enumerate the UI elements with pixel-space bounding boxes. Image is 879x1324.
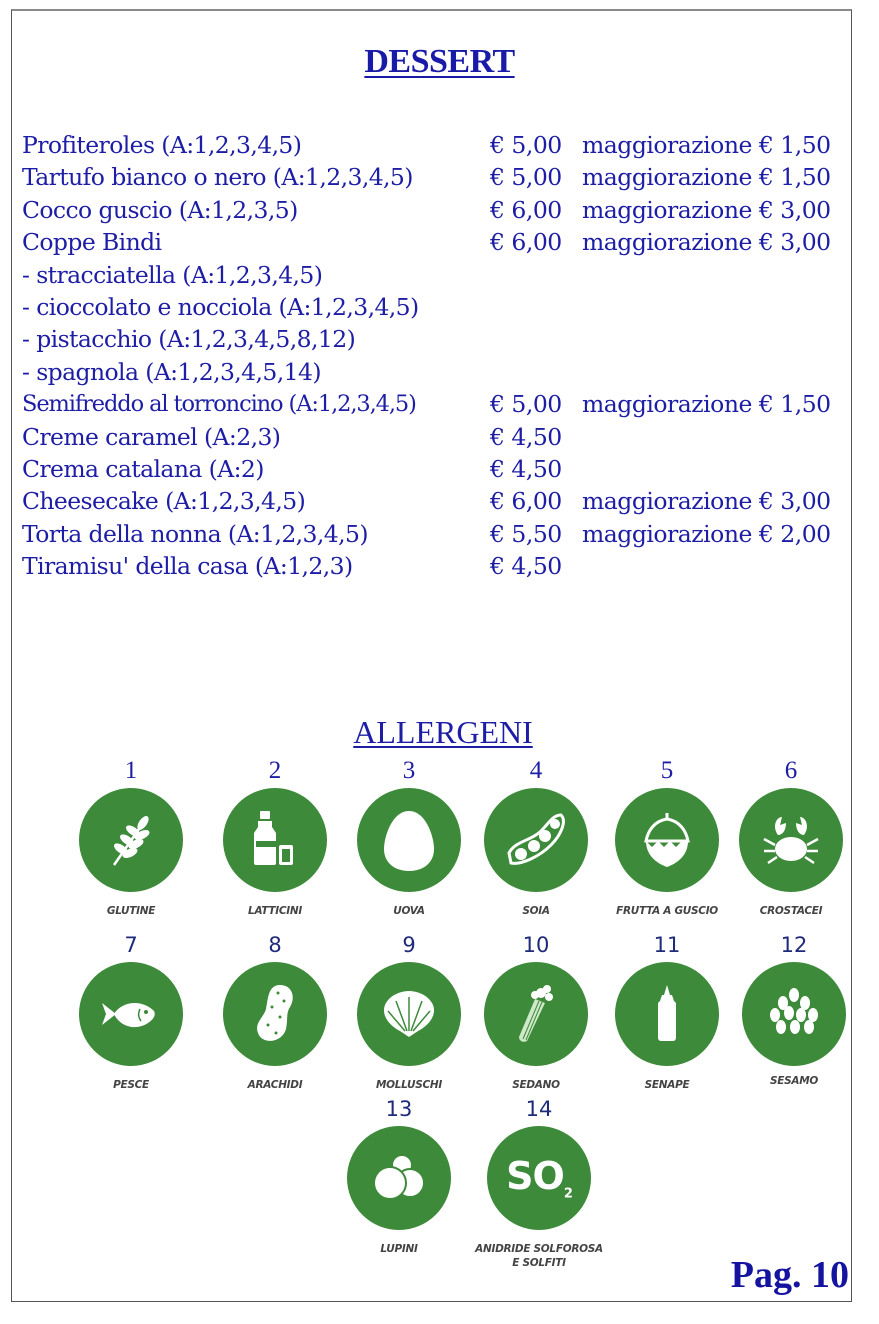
sesame-icon: [742, 962, 846, 1066]
item-price: € 4,50: [490, 454, 562, 483]
menu-item: [22, 226, 862, 258]
fish-icon: [79, 962, 183, 1066]
allergen-number: 3: [402, 757, 416, 784]
item-price: € 6,00: [490, 195, 562, 224]
allergen-label: SEDANO: [512, 1079, 560, 1091]
soy-pod-icon: [484, 788, 588, 892]
allergen-label: [464, 1242, 614, 1270]
item-name: - spagnola (A:1,2,3,4,5,14): [22, 357, 321, 386]
allergen-number: 12: [780, 933, 808, 957]
allergen-label: ARACHIDI: [247, 1079, 303, 1091]
allergen-14: [475, 1096, 603, 1270]
menu-item: [22, 388, 862, 420]
item-price: € 5,00: [490, 390, 562, 419]
celery-icon: [484, 962, 588, 1066]
allergen-1: [71, 758, 191, 918]
item-name: Cheesecake (A:1,2,3,4,5): [22, 487, 306, 516]
menu-item: [22, 550, 862, 582]
menu-item: [22, 421, 862, 453]
item-surcharge: maggiorazione € 3,00: [582, 487, 831, 516]
page-number: Pag. 10: [730, 1254, 849, 1296]
item-name: Tartufo bianco o nero (A:1,2,3,4,5): [22, 163, 413, 192]
allergen-13: [339, 1096, 459, 1256]
menu-item: [22, 194, 862, 226]
milk-bottle-icon: [223, 788, 327, 892]
item-name: - pistacchio (A:1,2,3,4,5,8,12): [22, 325, 356, 354]
allergen-number: 14: [525, 1097, 553, 1121]
item-name: Semifreddo al torroncino (A:1,2,3,4,5): [22, 391, 416, 418]
allergen-label: FRUTTA A GUSCIO: [616, 905, 718, 917]
so2-subscript: 2: [563, 1186, 572, 1202]
menu-item: [22, 129, 862, 161]
allergen-number: 11: [653, 933, 681, 957]
allergen-label: SENAPE: [644, 1079, 690, 1091]
allergen-number: 9: [402, 933, 416, 957]
menu-item: [22, 453, 862, 485]
item-price: € 6,00: [490, 228, 562, 257]
menu-item: [22, 518, 862, 550]
allergen-9: [349, 932, 469, 1092]
allergen-10: [476, 932, 596, 1092]
shell-icon: [357, 962, 461, 1066]
item-name: Profiteroles (A:1,2,3,4,5): [22, 131, 302, 159]
allergen-number: 4: [529, 757, 543, 784]
item-surcharge: maggiorazione € 3,00: [582, 228, 831, 257]
peanut-icon: [223, 962, 327, 1066]
allergens-title: ALLERGENI: [353, 714, 533, 750]
item-name: - stracciatella (A:1,2,3,4,5): [22, 260, 323, 289]
lupin-icon: [347, 1126, 451, 1230]
allergen-number: 1: [124, 757, 138, 784]
mustard-bottle-icon: [615, 962, 719, 1066]
menu-subitem: [22, 259, 862, 291]
item-surcharge: maggiorazione € 3,00: [582, 195, 831, 224]
allergen-label: MOLLUSCHI: [376, 1079, 442, 1091]
item-name: Coppe Bindi: [22, 228, 162, 257]
item-price: € 4,50: [490, 552, 562, 581]
item-price: € 6,00: [490, 487, 562, 516]
item-surcharge: maggiorazione € 1,50: [582, 390, 831, 419]
item-surcharge: maggiorazione € 1,50: [582, 163, 831, 192]
item-name: Crema catalana (A:2): [22, 454, 264, 483]
menu-item: [22, 485, 862, 517]
allergen-8: [215, 932, 335, 1092]
item-name: Creme caramel (A:2,3): [22, 422, 281, 451]
menu-subitem: [22, 323, 862, 355]
menu-subitem: [22, 291, 862, 323]
allergen-number: 6: [784, 757, 798, 784]
wheat-icon: [79, 788, 183, 892]
allergen-label: GLUTINE: [106, 905, 156, 917]
allergen-number: 5: [660, 757, 674, 784]
page-title: DESSERT: [364, 43, 515, 80]
menu-subitem: [22, 356, 862, 388]
allergen-label: CROSTACEI: [759, 905, 823, 917]
allergen-label-line1: ANIDRIDE SOLFOROSA: [475, 1243, 603, 1255]
so2-text: SO: [506, 1154, 564, 1199]
item-price: € 5,00: [490, 131, 562, 159]
allergen-7: [71, 932, 191, 1092]
allergen-number: 13: [385, 1097, 413, 1121]
menu-item: [22, 161, 862, 193]
allergen-12: [734, 932, 854, 1088]
item-name: - cioccolato e nocciola (A:1,2,3,4,5): [22, 292, 419, 321]
so2-icon: [487, 1126, 591, 1230]
allergen-11: [607, 932, 727, 1092]
item-name: Tiramisu' della casa (A:1,2,3): [22, 552, 353, 581]
allergen-3: [349, 758, 469, 918]
allergen-label: LATTICINI: [248, 905, 302, 917]
dessert-menu: [22, 129, 862, 582]
allergen-label-line2: E SOLFITI: [512, 1257, 566, 1269]
item-price: € 5,50: [490, 519, 562, 548]
item-price: € 5,00: [490, 163, 562, 192]
item-name: Torta della nonna (A:1,2,3,4,5): [22, 519, 368, 548]
allergen-4: [476, 758, 596, 918]
crab-icon: [739, 788, 843, 892]
egg-icon: [357, 788, 461, 892]
allergen-label: LUPINI: [380, 1243, 418, 1255]
allergen-label: SOIA: [522, 905, 550, 917]
item-surcharge: maggiorazione € 2,00: [582, 519, 831, 548]
allergen-number: 7: [124, 933, 138, 957]
allergen-label: PESCE: [113, 1079, 149, 1091]
allergen-label: UOVA: [393, 905, 425, 917]
item-name: Cocco guscio (A:1,2,3,5): [22, 195, 298, 224]
allergen-number: 2: [268, 757, 282, 784]
allergen-5: [607, 758, 727, 918]
allergen-number: 8: [268, 933, 282, 957]
hazelnut-icon: [615, 788, 719, 892]
item-surcharge: maggiorazione € 1,50: [582, 131, 831, 159]
item-price: € 4,50: [490, 422, 562, 451]
allergen-label: SESAMO: [770, 1075, 818, 1087]
allergen-2: [215, 758, 335, 918]
allergen-number: 10: [522, 933, 550, 957]
allergen-6: [731, 758, 851, 918]
